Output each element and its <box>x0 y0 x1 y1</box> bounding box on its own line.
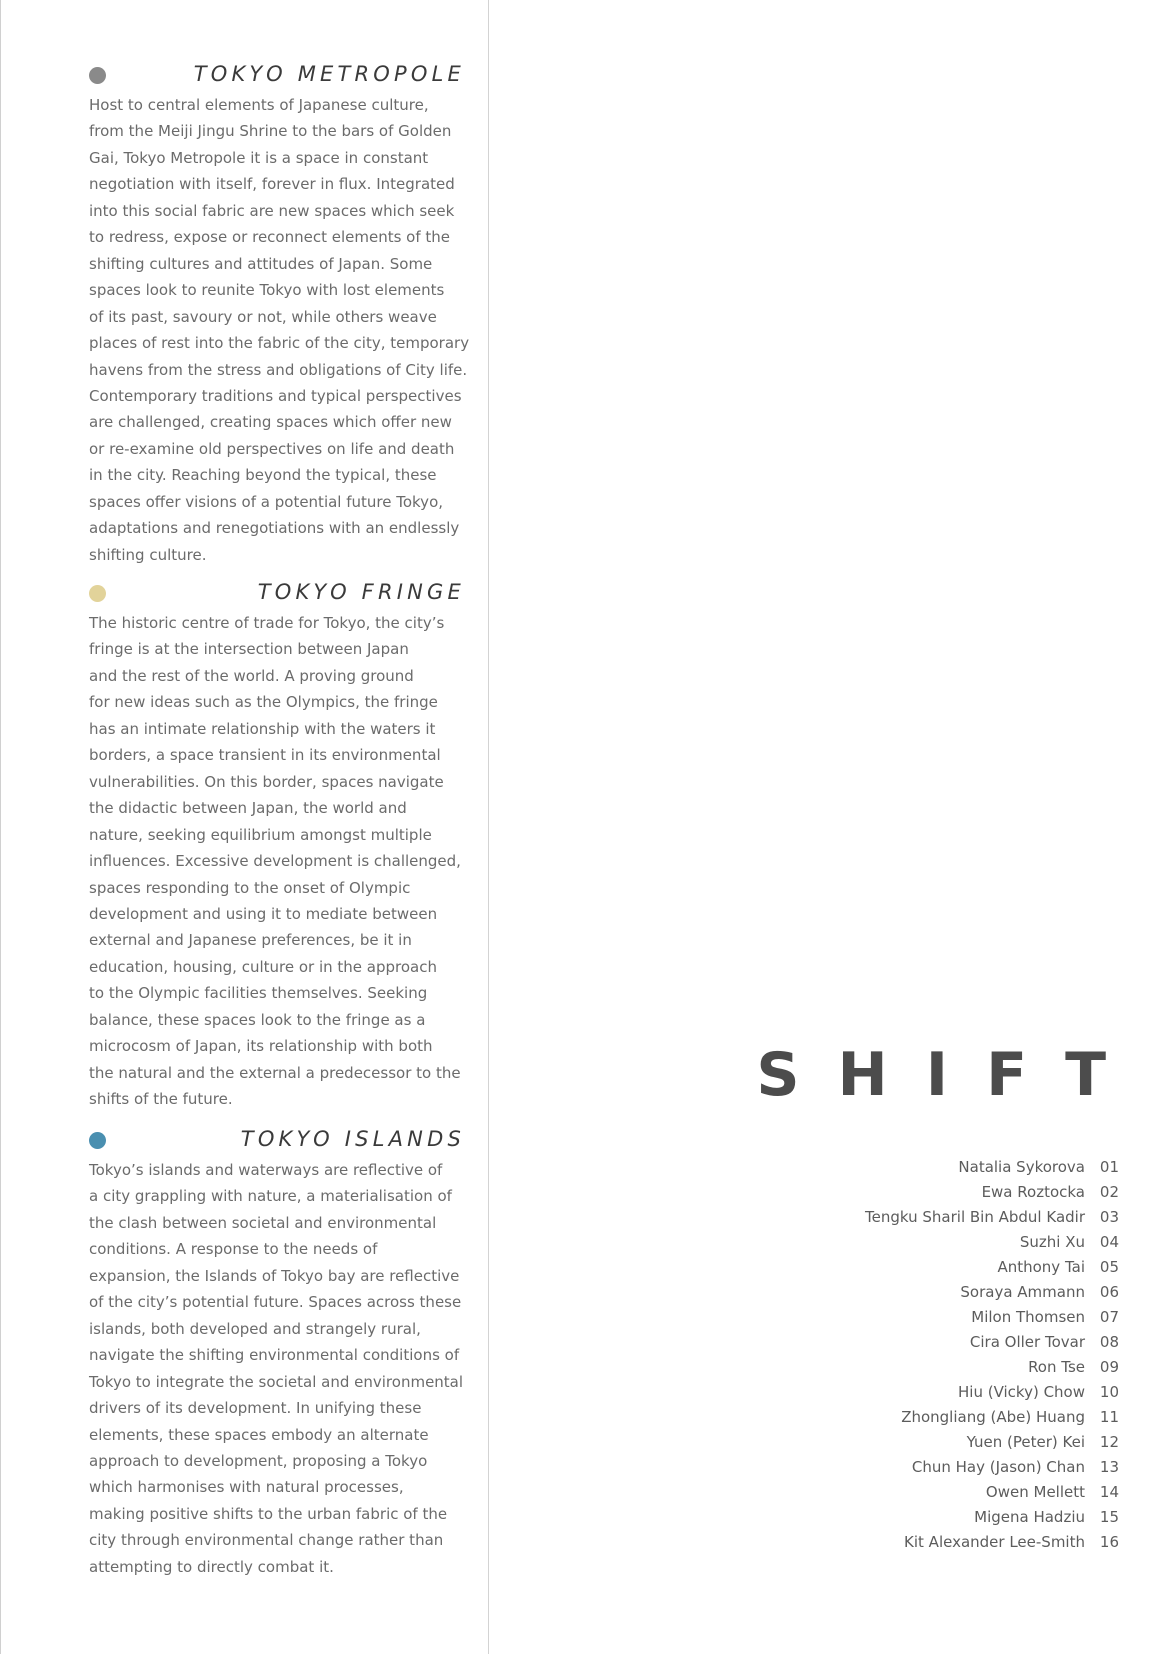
contributor-row <box>865 1380 1119 1405</box>
paragraph-line: places of rest into the fabric of the city, temporary <box>89 334 470 353</box>
publication-title: SHIFT <box>756 1040 1144 1110</box>
section-heading-row <box>89 578 465 610</box>
paragraph-line: expansion, the Islands of Tokyo bay are reflective <box>89 1266 460 1285</box>
paragraph-line: shifting culture. <box>89 545 207 564</box>
contributor-row <box>865 1180 1119 1205</box>
paragraph-line: The historic centre of trade for Tokyo, the city’s <box>89 614 445 632</box>
paragraph-line: for new ideas such as the Olympics, the fringe <box>89 693 438 712</box>
contributor-number: 11 <box>1099 1408 1119 1426</box>
paragraph-line: borders, a space transient in its environmental <box>89 746 441 765</box>
contributor-number: 16 <box>1099 1533 1119 1551</box>
contributor-number: 06 <box>1099 1283 1119 1301</box>
contributor-name: Anthony Tai <box>997 1258 1085 1276</box>
section-title-metropole: TOKYO METROPOLE <box>193 62 465 86</box>
paragraph-line: Gai, Tokyo Metropole it is a space in constant <box>89 148 429 167</box>
contributor-row <box>865 1330 1119 1355</box>
contributor-row <box>865 1480 1119 1505</box>
contributor-name: Hiu (Vicky) Chow <box>958 1383 1085 1401</box>
contributor-name: Yuen (Peter) Kei <box>966 1433 1085 1451</box>
contributor-name: Ewa Roztocka <box>981 1183 1085 1201</box>
section-body-fringe <box>89 610 465 1113</box>
contributor-row <box>865 1205 1119 1230</box>
contributor-name: Tengku Sharil Bin Abdul Kadir <box>865 1208 1085 1226</box>
contributor-name: Migena Hadziu <box>974 1508 1085 1526</box>
contributor-row <box>865 1405 1119 1430</box>
contributor-list <box>865 1155 1119 1555</box>
paragraph-line: has an intimate relationship with the waters it <box>89 719 436 738</box>
paragraph-line: the clash between societal and environmental <box>89 1213 437 1232</box>
paragraph-line: nature, seeking equilibrium amongst multiple <box>89 825 432 844</box>
paragraph-line: adaptations and renegotiations with an endlessly <box>89 519 460 538</box>
paragraph-line: havens from the stress and obligations of City life. <box>89 360 468 379</box>
section-heading-row <box>89 60 465 92</box>
contributor-number: 15 <box>1099 1508 1119 1526</box>
contributor-name: Ron Tse <box>1028 1358 1085 1376</box>
page-edge-line <box>0 0 1 1654</box>
paragraph-line: Tokyo’s islands and waterways are reflective of <box>89 1161 443 1179</box>
section-tokyo-metropole <box>89 60 470 568</box>
paragraph-line: of its past, savoury or not, while others weave <box>89 307 437 326</box>
paragraph-line: in the city. Reaching beyond the typical, these <box>89 466 437 485</box>
section-heading-row <box>89 1125 465 1157</box>
section-title-fringe: TOKYO FRINGE <box>257 580 465 604</box>
contributor-row <box>865 1430 1119 1455</box>
contributor-row <box>865 1530 1119 1555</box>
paragraph-line: drivers of its development. In unifying these <box>89 1399 422 1418</box>
paragraph-line: the natural and the external a predecessor to the <box>89 1063 461 1082</box>
contributor-name: Suzhi Xu <box>1019 1233 1085 1251</box>
section-body-islands <box>89 1157 465 1580</box>
contributor-number: 13 <box>1099 1458 1119 1476</box>
paragraph-line: Contemporary traditions and typical perspectives <box>89 386 462 405</box>
contributor-number: 12 <box>1099 1433 1119 1451</box>
contributor-name: Chun Hay (Jason) Chan <box>911 1458 1085 1476</box>
paragraph-line: to the Olympic facilities themselves. Seeking <box>89 984 428 1003</box>
paragraph-line: Tokyo to integrate the societal and environmental <box>89 1372 464 1391</box>
paragraph-line: spaces offer visions of a potential future Tokyo, <box>89 492 444 511</box>
paragraph-line: making positive shifts to the urban fabric of the <box>89 1504 448 1523</box>
paragraph-line: elements, these spaces embody an alternate <box>89 1425 429 1444</box>
contributor-number: 08 <box>1099 1333 1119 1351</box>
fringe-bullet-dot <box>89 585 106 602</box>
paragraph-line: shifts of the future. <box>89 1090 233 1109</box>
contributor-number: 10 <box>1099 1383 1119 1401</box>
islands-bullet-dot <box>89 1132 106 1149</box>
page-fold-divider <box>488 0 489 1654</box>
paragraph-line: approach to development, proposing a Tokyo <box>89 1451 428 1470</box>
contributor-row <box>865 1305 1119 1330</box>
paragraph-line: Host to central elements of Japanese culture, <box>89 96 429 114</box>
paragraph-line: education, housing, culture or in the approach <box>89 957 437 976</box>
contributor-name: Owen Mellett <box>985 1483 1085 1501</box>
paragraph-line: or re-examine old perspectives on life and death <box>89 439 455 458</box>
paragraph-line: microcosm of Japan, its relationship with both <box>89 1037 433 1056</box>
contributor-name: Natalia Sykorova <box>958 1158 1085 1176</box>
contributor-number: 07 <box>1099 1308 1119 1326</box>
contributor-number: 02 <box>1099 1183 1119 1201</box>
paragraph-line: and the rest of the world. A proving ground <box>89 666 414 685</box>
metropole-bullet-dot <box>89 67 106 84</box>
contributor-number: 05 <box>1099 1258 1119 1276</box>
paragraph-line: city through environmental change rather than <box>89 1531 444 1550</box>
contributor-row <box>865 1455 1119 1480</box>
paragraph-line: navigate the shifting environmental conditions of <box>89 1346 460 1365</box>
paragraph-line: influences. Excessive development is challenged, <box>89 852 461 871</box>
paragraph-line: of the city’s potential future. Spaces across these <box>89 1293 462 1312</box>
paragraph-line: fringe is at the intersection between Japan <box>89 640 409 659</box>
contributor-row <box>865 1280 1119 1305</box>
section-body-metropole <box>89 92 470 568</box>
paragraph-line: balance, these spaces look to the fringe as a <box>89 1010 426 1029</box>
paragraph-line: external and Japanese preferences, be it in <box>89 931 412 950</box>
paragraph-line: a city grappling with nature, a materialisation of <box>89 1187 452 1206</box>
paragraph-line: negotiation with itself, forever in flux. Integrated <box>89 175 455 194</box>
contributor-number: 04 <box>1099 1233 1119 1251</box>
section-title-islands: TOKYO ISLANDS <box>240 1127 465 1151</box>
contributor-number: 14 <box>1099 1483 1119 1501</box>
paragraph-line: to redress, expose or reconnect elements of the <box>89 228 451 247</box>
paragraph-line: islands, both developed and strangely rural, <box>89 1319 421 1338</box>
section-tokyo-fringe <box>89 578 465 1113</box>
contributor-row <box>865 1155 1119 1180</box>
contributor-row <box>865 1505 1119 1530</box>
paragraph-line: spaces responding to the onset of Olympic <box>89 878 411 897</box>
paragraph-line: development and using it to mediate between <box>89 904 438 923</box>
contributor-name: Cira Oller Tovar <box>969 1333 1085 1351</box>
contributor-name: Kit Alexander Lee-Smith <box>904 1533 1085 1551</box>
paragraph-line: which harmonises with natural processes, <box>89 1478 404 1497</box>
paragraph-line: attempting to directly combat it. <box>89 1557 334 1576</box>
contributor-row <box>865 1230 1119 1255</box>
paragraph-line: the didactic between Japan, the world and <box>89 799 407 818</box>
paragraph-line: from the Meiji Jingu Shrine to the bars of Golden <box>89 122 452 141</box>
section-tokyo-islands <box>89 1125 465 1580</box>
contributor-number: 03 <box>1099 1208 1119 1226</box>
paragraph-line: shifting cultures and attitudes of Japan. Some <box>89 254 433 273</box>
paragraph-line: vulnerabilities. On this border, spaces navigate <box>89 772 444 791</box>
paragraph-line: into this social fabric are new spaces which seek <box>89 201 455 220</box>
paragraph-line: are challenged, creating spaces which offer new <box>89 413 452 432</box>
paragraph-line: spaces look to reunite Tokyo with lost elements <box>89 281 445 300</box>
contributor-number: 09 <box>1099 1358 1119 1376</box>
contributor-row <box>865 1255 1119 1280</box>
contributor-row <box>865 1355 1119 1380</box>
contributor-name: Soraya Ammann <box>960 1283 1085 1301</box>
contributor-name: Milon Thomsen <box>971 1308 1085 1326</box>
paragraph-line: conditions. A response to the needs of <box>89 1240 378 1259</box>
contributor-number: 01 <box>1099 1158 1119 1176</box>
contributor-name: Zhongliang (Abe) Huang <box>901 1408 1085 1426</box>
